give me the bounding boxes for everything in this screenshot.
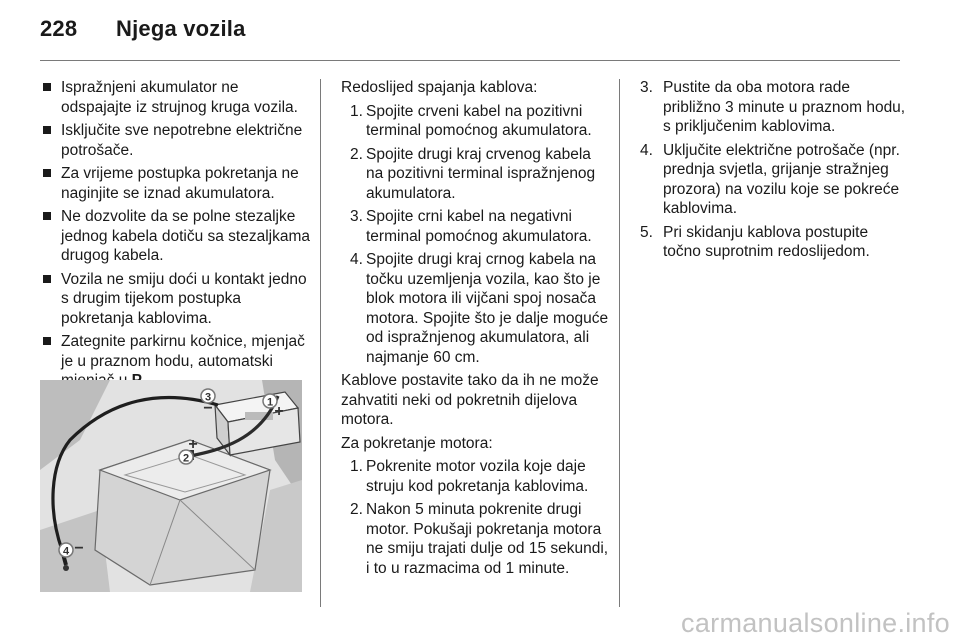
callout-3: 3 [204,391,212,404]
bullet-item: Za vrijeme postupka pokretanja ne naginjite se iznad akumulatora. [42,164,310,203]
callout-2: 2 [182,452,190,465]
list-item: 1. Spojite crveni kabel na pozitivni terminal pomoćnog akumulatora. [350,102,592,139]
page-header [40,16,246,42]
column-divider-2 [619,79,620,607]
bullet-square-icon [43,275,51,283]
jump-start-illustration [40,380,302,592]
list-item: 1. Pokrenite motor vozila koje daje struju kod pokretanja kablovima. [350,458,589,495]
start-procedure-heading: Za pokretanje motora: [341,434,493,452]
bullet-item: Zategnite parkirnu kočnice, mjenjač je u praznom hodu, automatski [42,332,310,391]
bullet-square-icon [43,169,51,177]
watermark: carmanualsonline.info [681,608,950,638]
list-item: 5. Pri skidanju kablova postupite točno suprotnim redoslijedom. [640,223,870,260]
list-item: 4. Spojite drugi kraj crnog kabela na točku uzemljenja vozila, kao što je blok motora ili vijčani spoj nosača motora. Spojite što je dalje moguće od ispražnjenog akumulatora, ali najmanje 60 cm. [350,251,609,366]
page-number: 228 [40,16,78,41]
connection-order-heading: Redoslijed spajanja kablova: [341,79,538,96]
cable-routing-paragraph: Kablove postavite tako da ih ne može zahvatiti neki od pokretnih dijelova motora. [341,372,599,428]
list-item: 3. Spojite crni kabel na negativni terminal pomoćnog akumulatora. [350,208,592,245]
engine-bay-drawing [40,380,302,592]
bullet-square-icon [43,337,51,345]
list-item: 4. Uključite električne potrošače (npr. prednja svjetla, grijanje stražnjeg prozora) na vozilu koje se pokreće kablovima. [640,141,900,217]
bullet-square-icon [43,212,51,220]
minus-sign-4: − [74,540,84,557]
list-item: 3. Pustite da oba motora rade približno 3 minute u praznom hodu, s priključenim kablovima. [640,79,906,135]
column-3 [640,78,908,266]
list-item: 2. Nakon 5 minuta pokrenite drugi motor. Pokušaji pokretanja motora ne smiju trajati dulje od 15 sekundi, i to u razmacima od 1 minute. [350,501,609,577]
callout-1: 1 [266,396,274,409]
callout-4: 4 [62,545,70,558]
plus-sign-1: + [274,403,284,420]
plus-sign-2: + [188,436,198,453]
bullet-square-icon [43,126,51,134]
bullet-item: Ne dozvolite da se polne stezaljke jednog kabela dotiču sa stezaljkama drugog kabela. [42,207,310,266]
bullet-square-icon [43,83,51,91]
bullet-item: Vozila ne smiju doći u kontakt jedno s drugim tijekom postupka pokretanja kablovima. [42,270,310,329]
list-item: 2. Spojite drugi kraj crvenog kabela na pozitivni terminal ispražnjenog akumulatora. [350,145,596,202]
bullet-item: Isključite sve nepotrebne električne potrošače. [42,121,310,160]
minus-sign-3: − [203,400,213,417]
column-2 [341,78,609,582]
column-1 [42,78,310,395]
bullet-item: Ispražnjeni akumulator ne odspajajte iz strujnog kruga vozila. [42,78,310,117]
column-divider-1 [320,79,321,607]
header-rule [40,60,900,61]
page-title: Njega vozila [116,16,246,41]
